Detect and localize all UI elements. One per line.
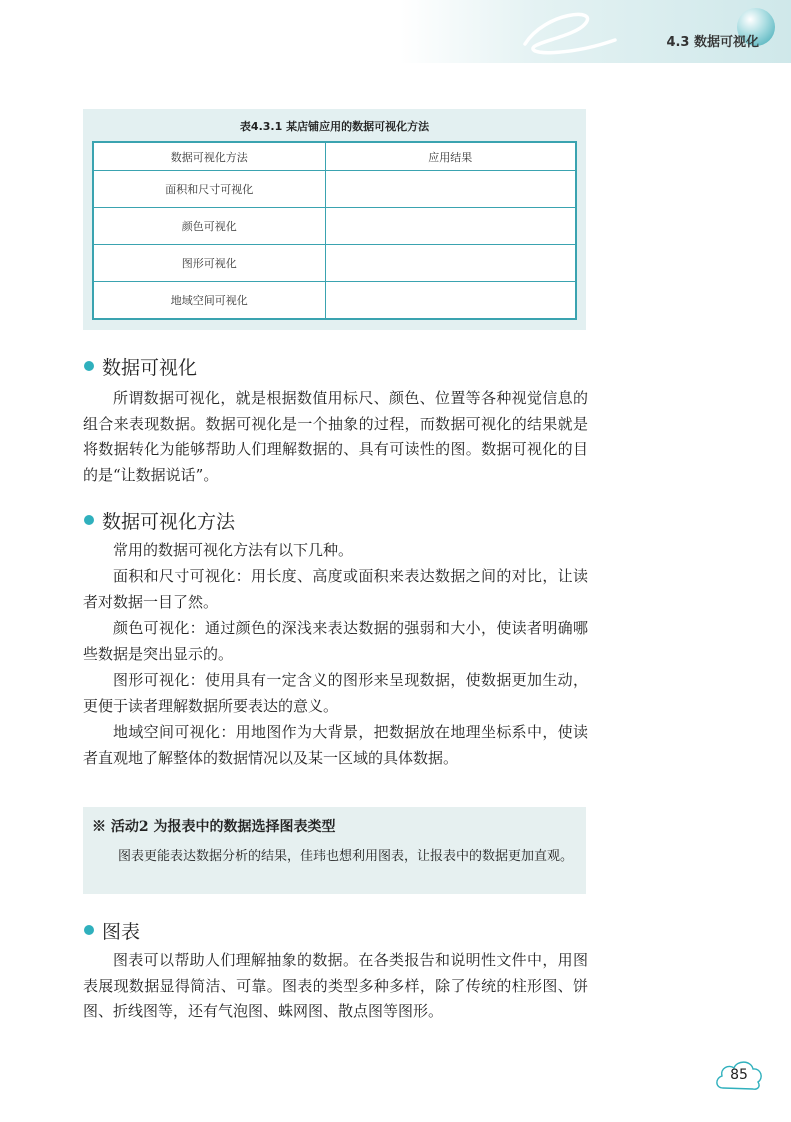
page-number: 85	[730, 1067, 748, 1083]
table-cell	[325, 208, 576, 245]
column-header: 数据可视化方法	[93, 142, 325, 171]
table-cell	[325, 171, 576, 208]
bullet-dot-icon	[84, 925, 94, 935]
paragraph: 所谓数据可视化，就是根据数值用标尺、颜色、位置等各种视觉信息的组合来表现数据。数据可视化是一个抽象的过程，而数据可视化的结果就是将数据转化为能够帮助人们理解数据的、具有可读性的图。数据可视化的目的是“让数据说话”。	[83, 389, 588, 484]
paragraph: 图表可以帮助人们理解抽象的数据。在各类报告和说明性文件中，用图表展现数据显得简洁、可靠。图表的类型多种多样，除了传统的柱形图、饼图、折线图等，还有气泡图、蛛网图、散点图等图形。	[83, 951, 588, 1020]
table-row	[93, 245, 576, 282]
paragraph: 面积和尺寸可视化：用长度、高度或面积来表达数据之间的对比，让读者对数据一目了然。	[83, 567, 588, 611]
section-heading: 图表	[84, 917, 140, 944]
paragraph: 颜色可视化：通过颜色的深浅来表达数据的强弱和大小，使读者明确哪些数据是突出显示的。	[83, 619, 588, 663]
table-header-row	[93, 142, 576, 171]
table-cell	[325, 245, 576, 282]
activity-title: ※ 活动2 为报表中的数据选择图表类型	[92, 819, 336, 835]
running-header: 4.3 数据可视化	[666, 35, 759, 50]
paragraph: 常用的数据可视化方法有以下几种。	[113, 541, 354, 559]
table-cell: 颜色可视化	[93, 208, 325, 245]
paragraph: 地域空间可视化：用地图作为大背景，把数据放在地理坐标系中，使读者直观地了解整体的数据情况以及某一区域的具体数据。	[83, 723, 588, 767]
section-heading: 数据可视化方法	[84, 507, 235, 534]
visualization-methods-table	[92, 141, 577, 320]
column-header: 应用结果	[325, 142, 576, 171]
paragraph: 图形可视化：使用具有一定含义的图形来呈现数据，使数据更加生动，更便于读者理解数据所要表达的意义。	[83, 671, 588, 715]
table-cell: 地域空间可视化	[93, 282, 325, 320]
table-row	[93, 282, 576, 320]
e-logo-icon	[505, 2, 625, 60]
table-caption: 表4.3.1 某店铺应用的数据可视化方法	[239, 120, 430, 133]
activity-body: 图表更能表达数据分析的结果，佳玮也想利用图表，让报表中的数据更加直观。	[118, 849, 574, 864]
table-cell: 图形可视化	[93, 245, 325, 282]
table-row	[93, 171, 576, 208]
bullet-dot-icon	[84, 515, 94, 525]
table-cell	[325, 282, 576, 320]
activity-box	[83, 807, 586, 894]
table-row	[93, 208, 576, 245]
section-heading: 数据可视化	[84, 353, 197, 380]
bullet-dot-icon	[84, 361, 94, 371]
table-cell: 面积和尺寸可视化	[93, 171, 325, 208]
table-block	[83, 109, 586, 330]
